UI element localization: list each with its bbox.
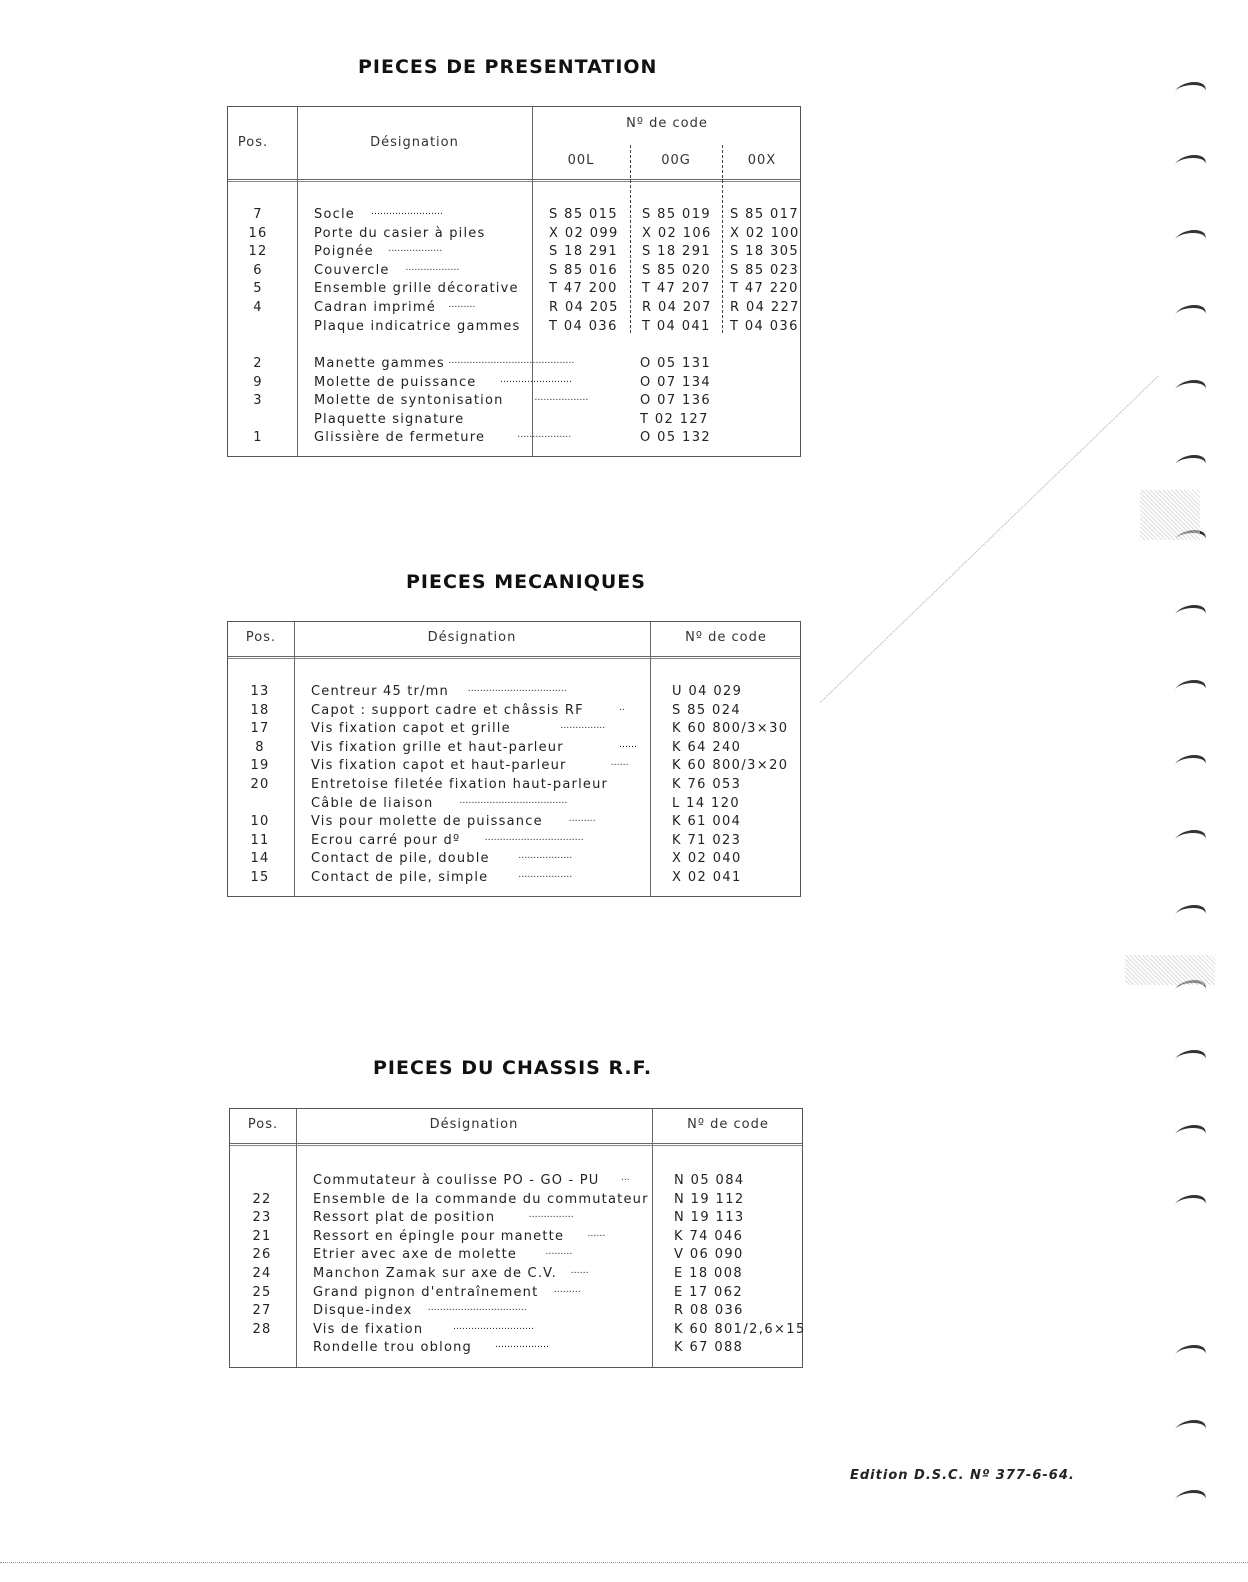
row-designation: Ressort plat de position: [313, 1210, 496, 1226]
row-code-00l: X 02 099: [549, 225, 619, 241]
row-designation: Plaquette signature: [314, 411, 465, 427]
row-leader-dots: ..: [619, 702, 625, 713]
header-sub-00l: 00L: [567, 153, 595, 168]
row-designation: Vis pour molette de puissance: [311, 814, 543, 830]
row-code: L 14 120: [672, 795, 741, 811]
row-code-00l: R 04 205: [549, 300, 619, 315]
edition-footer: Edition D.S.C. Nº 377-6-64.: [850, 1468, 1075, 1483]
row-leader-dots: ……: [587, 1228, 606, 1239]
row-code: V 06 090: [674, 1247, 744, 1263]
row-pos: 20: [250, 777, 270, 792]
row-pos: 27: [252, 1303, 272, 1319]
row-designation: Câble de liaison: [311, 795, 434, 811]
row-code: K 67 088: [674, 1340, 744, 1356]
row-pos: 5: [253, 281, 263, 297]
row-code-00x: S 85 023: [730, 262, 800, 278]
row-designation: Commutateur à coulisse PO - GO - PU: [313, 1173, 600, 1188]
scan-artifact: [1140, 490, 1200, 540]
row-code: O 05 132: [640, 430, 712, 446]
binding-hook: [1171, 155, 1210, 174]
row-leader-dots: ……………………………: [467, 684, 567, 694]
row-leader-dots: ………………: [495, 1340, 549, 1351]
row-code: O 07 134: [640, 374, 712, 390]
row-code: T 02 127: [640, 411, 709, 427]
row-code-00g: R 04 207: [642, 300, 712, 315]
row-leader-dots: ……………: [528, 1210, 574, 1221]
row-code-00x: R 04 227: [730, 300, 800, 315]
header-sub-00x: 00X: [747, 153, 777, 168]
row-pos: 12: [248, 244, 268, 260]
row-designation: Disque-index: [313, 1303, 413, 1319]
header-pos: Pos.: [237, 135, 269, 150]
row-pos: 24: [252, 1266, 272, 1281]
row-pos: 7: [253, 207, 263, 222]
row-pos: 6: [253, 262, 263, 278]
row-code-00l: S 18 291: [549, 244, 619, 260]
row-leader-dots: ……………: [560, 721, 606, 732]
binding-hook: [1171, 1420, 1210, 1439]
row-leader-dots: ……………………: [371, 207, 443, 217]
binding-hook: [1171, 1345, 1210, 1364]
row-pos: 2: [253, 356, 263, 371]
row-code-00g: T 04 041: [642, 318, 711, 334]
scan-artifact: [1125, 955, 1215, 985]
row-code: E 18 008: [674, 1266, 744, 1281]
row-leader-dots: ………: [553, 1284, 581, 1295]
row-designation: Contact de pile, double: [311, 851, 490, 867]
row-pos: 22: [252, 1191, 272, 1207]
row-code-00x: S 18 305: [730, 244, 800, 260]
row-code: N 05 084: [674, 1173, 745, 1188]
section-title-chassis: PIECES DU CHASSIS R.F.: [373, 1057, 653, 1079]
row-leader-dots: ………………: [534, 393, 589, 404]
row-designation: Molette de puissance: [314, 374, 477, 390]
row-pos: 10: [250, 814, 270, 830]
row-code: K 76 053: [672, 777, 742, 792]
binding-hook: [1171, 605, 1210, 624]
row-leader-dots: ………………: [518, 870, 573, 880]
binding-hook: [1171, 1125, 1210, 1144]
binding-hook: [1171, 1490, 1210, 1509]
row-code-00g: S 18 291: [642, 244, 712, 260]
row-pos: 25: [252, 1284, 272, 1300]
row-designation: Entretoise filetée fixation haut-parleur: [311, 777, 609, 792]
row-code: K 74 046: [674, 1228, 744, 1244]
row-designation: Rondelle trou oblong: [313, 1340, 472, 1356]
row-leader-dots: ………: [545, 1247, 573, 1258]
binding-hook: [1171, 380, 1210, 399]
row-leader-dots: ……………………………: [427, 1303, 527, 1314]
row-code: R 08 036: [674, 1303, 744, 1319]
row-code-00g: S 85 019: [642, 207, 712, 222]
header-pos: Pos.: [245, 630, 277, 645]
row-code-00l: T 47 200: [549, 281, 618, 297]
row-pos: 11: [250, 832, 270, 848]
row-code: K 61 004: [672, 814, 742, 830]
row-code-00g: X 02 106: [642, 225, 712, 241]
row-designation: Contact de pile, simple: [311, 870, 489, 885]
row-leader-dots: ………: [448, 300, 476, 310]
row-pos: 19: [250, 758, 270, 774]
row-leader-dots: ………………: [518, 851, 573, 862]
row-designation: Ensemble de la commande du commutateur: [313, 1191, 649, 1207]
binding-hook: [1171, 230, 1210, 249]
row-leader-dots: ………………………………: [459, 795, 568, 806]
header-designation: Désignation: [370, 135, 459, 150]
row-pos: 15: [250, 870, 270, 885]
row-designation: Vis fixation capot et grille: [311, 721, 511, 737]
row-leader-dots: ……………………………………: [448, 356, 575, 366]
row-designation: Poignée: [314, 244, 374, 260]
row-code-00l: S 85 015: [549, 207, 619, 222]
scan-artifact: [820, 376, 1159, 703]
row-leader-dots: ……: [610, 758, 629, 769]
row-code: K 60 801/2,6×15: [674, 1321, 806, 1337]
row-pos: 26: [252, 1247, 272, 1263]
binding-hook: [1171, 1195, 1210, 1214]
row-code-00l: T 04 036: [549, 318, 618, 334]
row-leader-dots: ...: [621, 1173, 630, 1183]
binding-hook: [1171, 830, 1210, 849]
row-code: S 85 024: [672, 702, 742, 718]
row-designation: Molette de syntonisation: [314, 393, 504, 409]
row-code-00x: T 04 036: [730, 318, 799, 334]
row-code: K 71 023: [672, 832, 742, 848]
row-code: X 02 041: [672, 870, 742, 885]
row-code-00x: X 02 100: [730, 225, 800, 241]
row-pos: 23: [252, 1210, 272, 1226]
row-code: O 07 136: [640, 393, 712, 409]
row-leader-dots: ……………………………: [484, 832, 584, 843]
row-designation: Vis fixation capot et haut-parleur: [311, 758, 567, 774]
header-code: Nº de code: [626, 116, 708, 131]
row-code: E 17 062: [674, 1284, 744, 1300]
header-code: Nº de code: [687, 1117, 769, 1132]
row-designation: Plaque indicatrice gammes: [314, 318, 521, 334]
section-title-mecaniques: PIECES MECANIQUES: [406, 571, 646, 593]
row-code-00g: S 85 020: [642, 262, 712, 278]
row-designation: Porte du casier à piles: [314, 225, 486, 241]
row-code: K 60 800/3×30: [672, 721, 789, 737]
row-leader-dots: ………………: [388, 244, 443, 255]
row-code-00x: S 85 017: [730, 207, 800, 222]
row-code-00x: T 47 220: [730, 281, 799, 297]
binding-hook: [1171, 755, 1210, 774]
row-designation: Manchon Zamak sur axe de C.V.: [313, 1266, 557, 1281]
header-code: Nº de code: [685, 630, 767, 645]
row-designation: Cadran imprimé: [314, 300, 436, 315]
row-pos: 4: [253, 300, 263, 315]
row-designation: Centreur 45 tr/mn: [311, 684, 449, 699]
row-pos: 9: [253, 374, 263, 390]
row-leader-dots: ………………: [517, 430, 572, 441]
row-code: X 02 040: [672, 851, 742, 867]
row-code: K 60 800/3×20: [672, 758, 789, 774]
row-code: U 04 029: [672, 684, 743, 699]
header-sub-00g: 00G: [661, 153, 691, 168]
row-designation: Socle: [314, 207, 355, 222]
row-leader-dots: ……………………: [500, 374, 572, 385]
binding-hook: [1171, 680, 1210, 699]
row-designation: Ressort en épingle pour manette: [313, 1228, 565, 1244]
row-leader-dots: ……: [570, 1266, 589, 1276]
section-title-presentation: PIECES DE PRESENTATION: [358, 56, 658, 78]
row-pos: 14: [250, 851, 270, 867]
header-designation: Désignation: [429, 1117, 519, 1132]
row-pos: 3: [253, 393, 263, 409]
binding-hook: [1171, 305, 1210, 324]
row-pos: 18: [250, 702, 270, 718]
row-pos: 28: [252, 1321, 272, 1337]
row-leader-dots: ……: [619, 739, 637, 750]
row-designation: Couvercle: [314, 262, 390, 278]
row-leader-dots: ………: [568, 814, 596, 825]
row-designation: Glissière de fermeture: [314, 430, 486, 446]
page-edge: [0, 1562, 1248, 1563]
binding-hook: [1171, 905, 1210, 924]
row-pos: 16: [248, 225, 268, 241]
row-designation: Etrier avec axe de molette: [313, 1247, 518, 1263]
binding-hook: [1171, 82, 1210, 101]
row-designation: Ecrou carré pour dº: [311, 832, 461, 848]
row-code: N 19 113: [674, 1210, 745, 1226]
row-pos: 1: [253, 430, 263, 446]
row-leader-dots: ………………………: [453, 1321, 534, 1332]
row-designation: Vis fixation grille et haut-parleur: [311, 739, 564, 755]
row-designation: Ensemble grille décorative: [314, 281, 519, 297]
binding-hook: [1171, 1050, 1210, 1069]
row-designation: Capot : support cadre et châssis RF: [311, 702, 584, 718]
row-pos: 8: [255, 739, 265, 755]
row-pos: 13: [250, 684, 270, 699]
row-designation: Grand pignon d'entraînement: [313, 1284, 539, 1300]
row-code: O 05 131: [640, 356, 712, 371]
row-code: N 19 112: [674, 1191, 745, 1207]
header-pos: Pos.: [247, 1117, 279, 1132]
row-leader-dots: ………………: [405, 262, 460, 273]
row-designation: Manette gammes: [314, 356, 445, 371]
row-pos: 21: [252, 1228, 272, 1244]
row-designation: Vis de fixation: [313, 1321, 424, 1337]
binding-hook: [1171, 455, 1210, 474]
header-designation: Désignation: [427, 630, 517, 645]
row-pos: 17: [250, 721, 270, 737]
row-code-00l: S 85 016: [549, 262, 619, 278]
row-code-00g: T 47 207: [642, 281, 711, 297]
row-code: K 64 240: [672, 739, 742, 755]
